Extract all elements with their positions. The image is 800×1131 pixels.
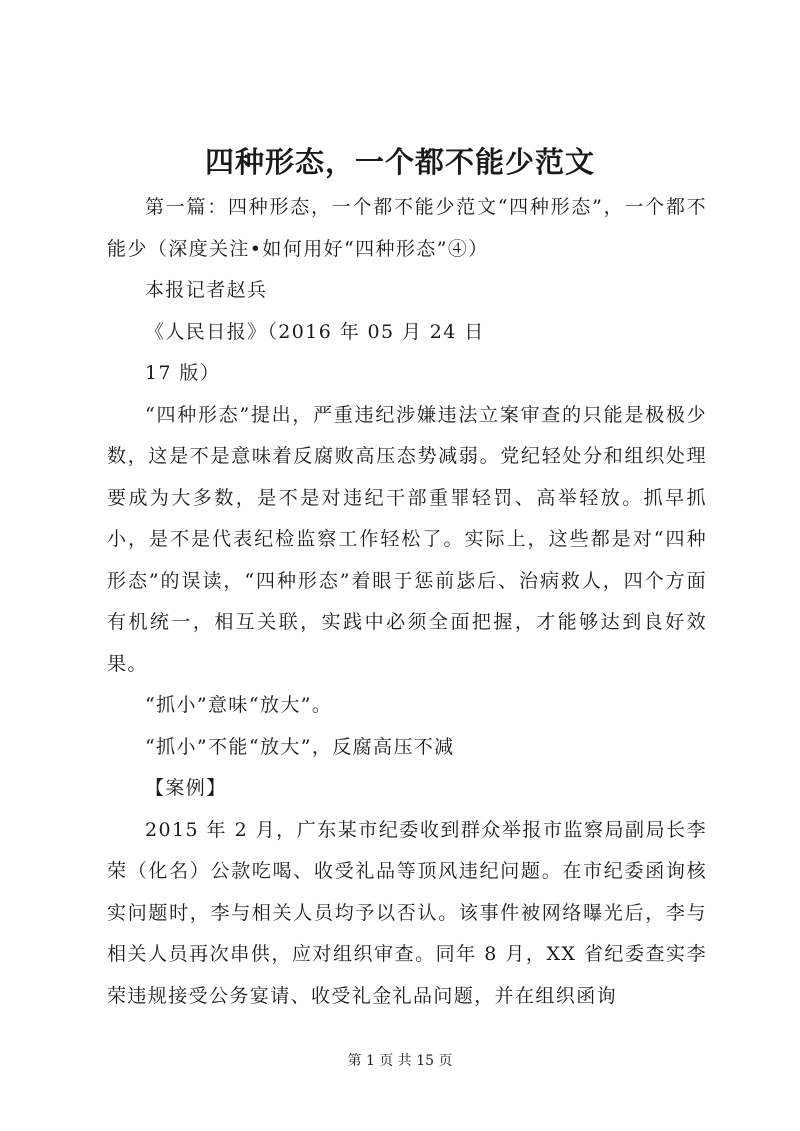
page-number: 第 1 页 共 15 页	[347, 1053, 453, 1069]
paragraph-edition: 17 版）	[145, 362, 221, 384]
paragraph-subheading-1: “抓小”意味“放大”。	[145, 694, 333, 716]
document-title: 四种形态，一个都不能少范文	[204, 145, 595, 179]
paragraph-case-heading: 【案例】	[145, 777, 227, 799]
document-body	[107, 187, 707, 1017]
paragraph-reporter: 本报记者赵兵	[145, 279, 268, 301]
paragraph-case: 2015 年 2 月，广东某市纪委收到群众举报市监察局副局长李荣（化名）公款吃喝、收受礼品等顶风违纪问题。在市纪委函询核实问题时，李与相关人员均予以否认。该事件被网络曝光后，李与相关人员再次串供，应对组织审查。同年 8 月，XX 省纪委查实李荣违规接受公务宴请、收受礼金礼品问题，并在组织函询	[107, 818, 707, 1007]
paragraph-subheading-2: “抓小”不能“放大”，反腐高压不减	[145, 735, 455, 758]
paragraph-source: 《人民日报》（2016 年 05 月 24 日	[145, 320, 485, 343]
paragraph-main: “四种形态”提出，严重违纪涉嫌违法立案审查的只能是极极少数，这是不是意味着反腐败高压态势减弱。党纪轻处分和组织处理要成为大多数，是不是对违纪干部重罪轻罚、高举轻放。抓早抓小，是不是代表纪检监察工作轻松了。实际上，这些都是对“四种形态”的误读，“四种形态”着眼于惩前毖后、治病救人，四个方面有机统一，相互关联，实践中必须全面把握，才能够达到良好效果。	[107, 403, 707, 675]
paragraph-intro: 第一篇：四种形态，一个都不能少范文“四种形态”，一个都不能少（深度关注•如何用好“四种形态”④）	[107, 196, 707, 260]
